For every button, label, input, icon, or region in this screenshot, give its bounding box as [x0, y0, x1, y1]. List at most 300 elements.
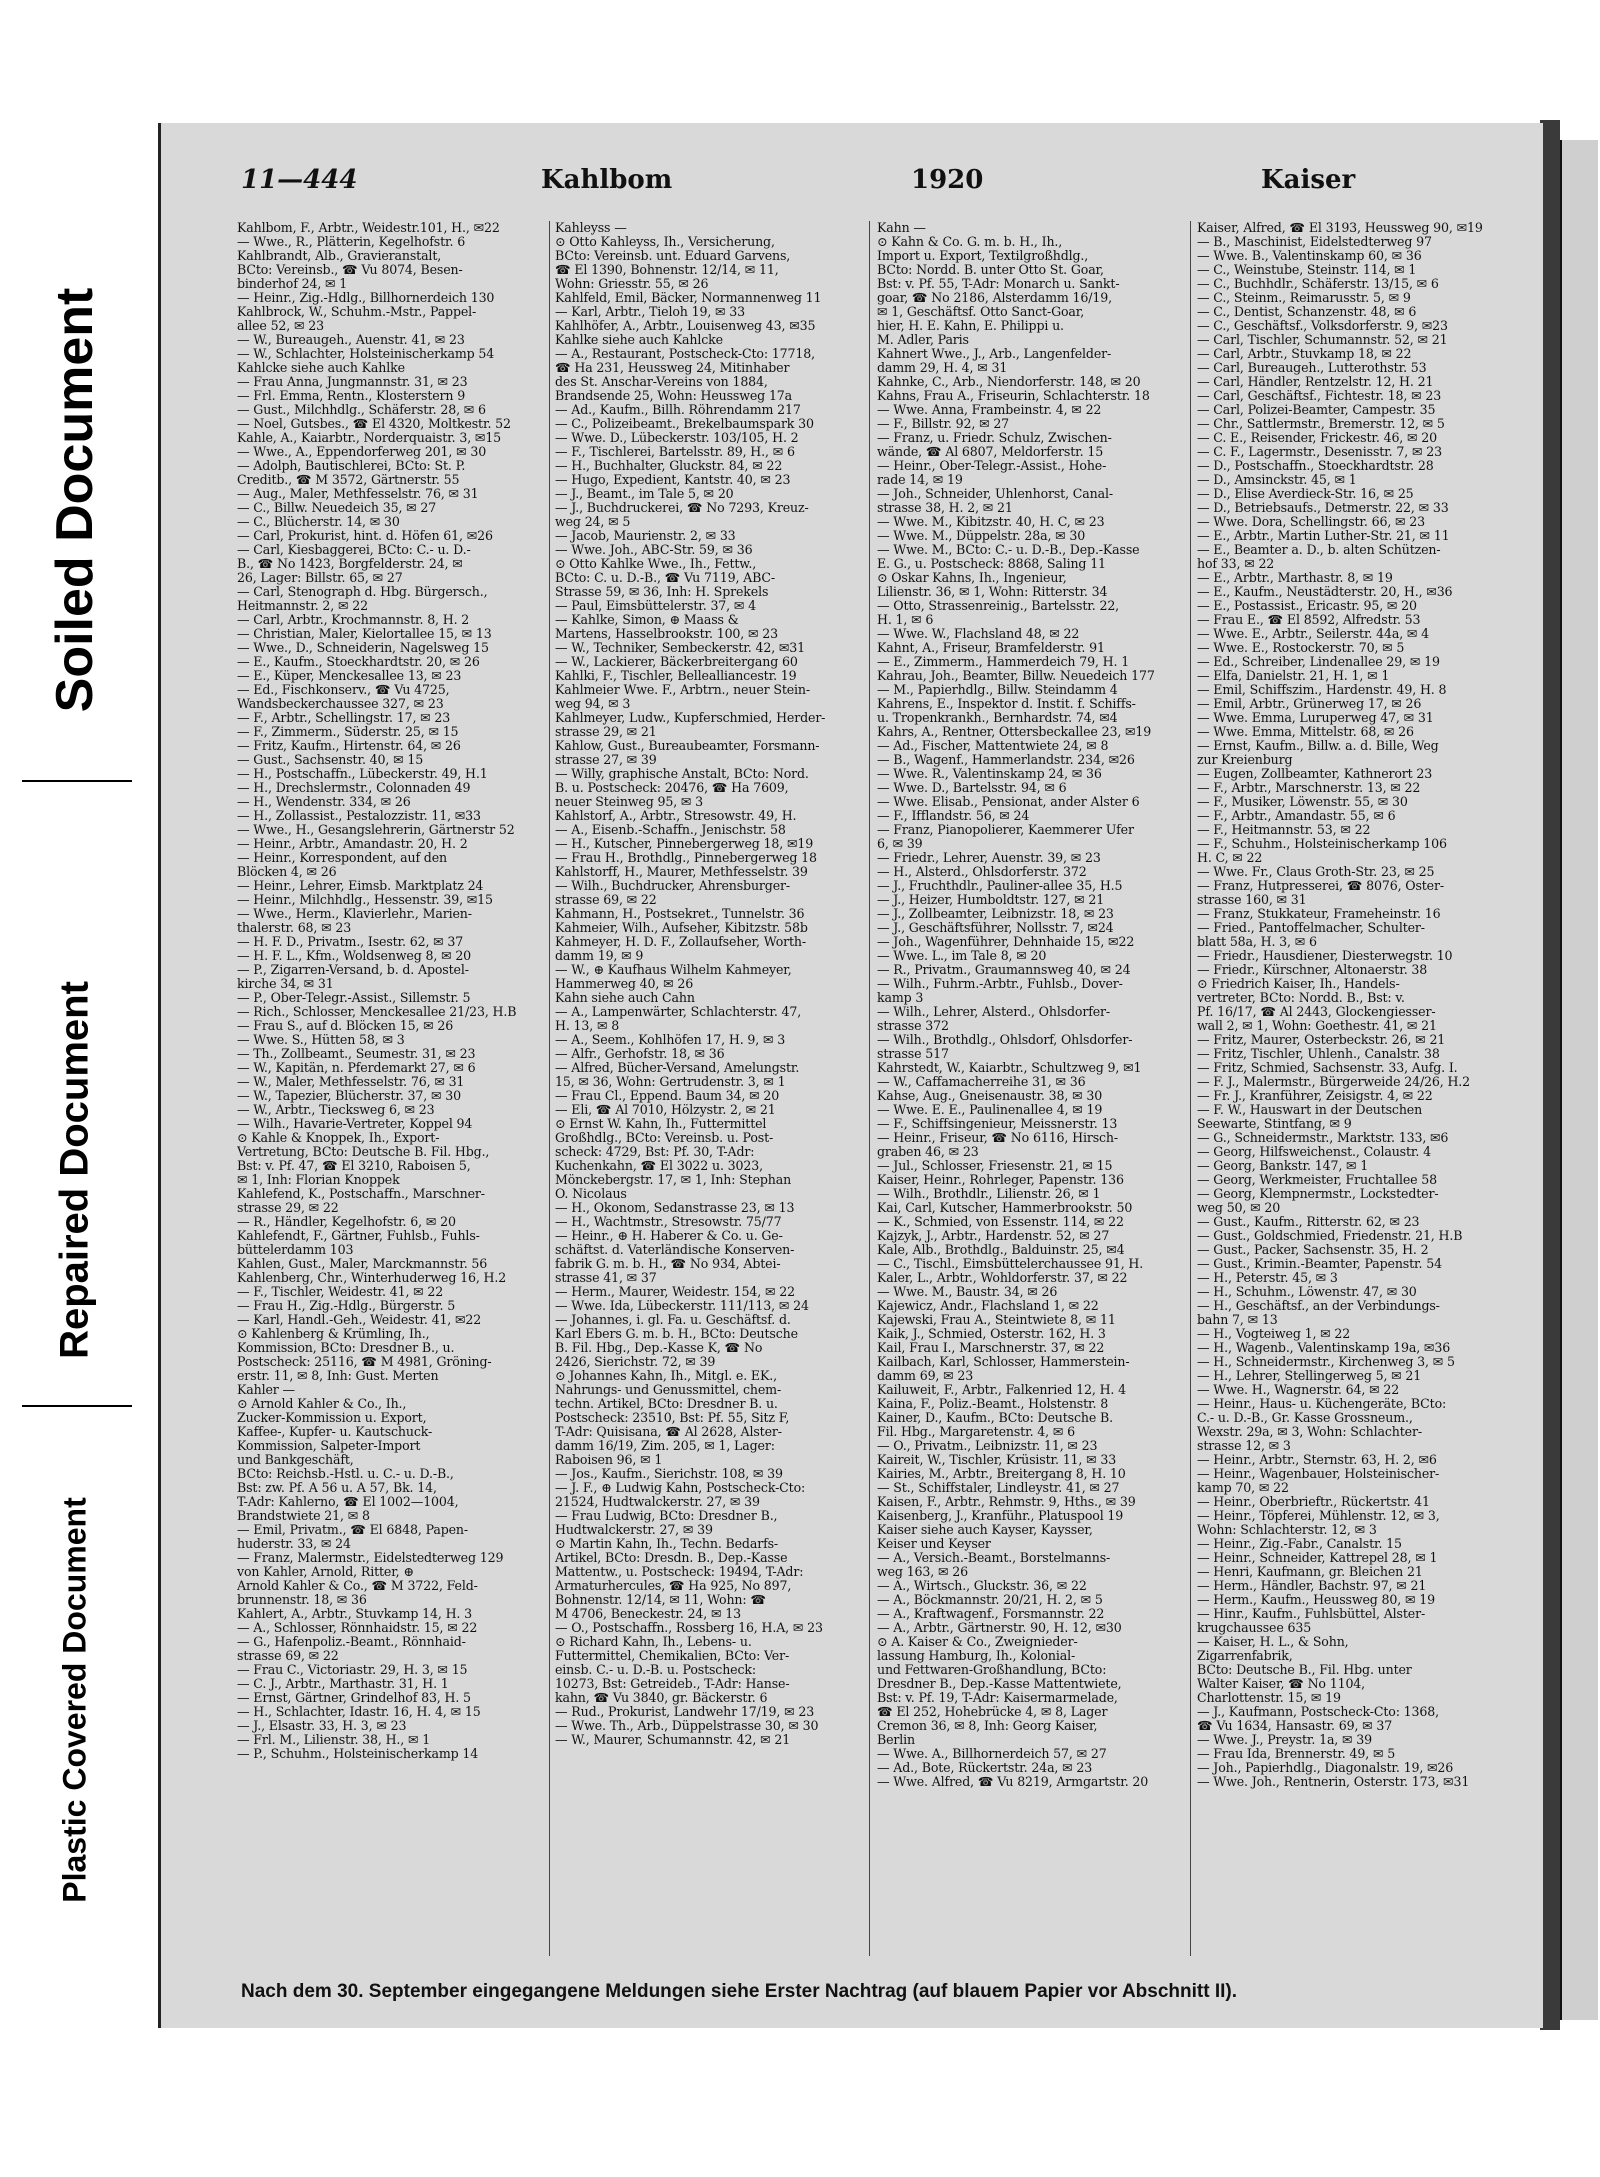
directory-entry: — W., Maurer, Schumannstr. 42, ✉ 21: [555, 1733, 791, 1747]
directory-entry: — F., Heitmannstr. 53, ✉ 22: [1197, 823, 1371, 837]
directory-entry: — Hinr., Kaufm., Fuhlsbüttel, Alster-: [1197, 1607, 1426, 1621]
directory-entry: — Th., Zollbeamt., Seumestr. 31, ✉ 23: [237, 1047, 476, 1061]
directory-entry: — E., Kaufm., Stoeckhardtstr. 20, ✉ 26: [237, 655, 480, 669]
directory-entry: — W., Schlachter, Holsteinischerkamp 54: [237, 347, 495, 361]
directory-entry: — Heinr., Korrespondent, auf den: [237, 851, 447, 865]
directory-entry: — M., Papierhdlg., Billw. Steindamm 4: [877, 683, 1118, 697]
directory-entry: — Carl, Geschäftsf., Fichtestr. 18, ✉ 23: [1197, 389, 1442, 403]
directory-entry: — Heinr., Arbtr., Sternstr. 63, H. 2, ✉6: [1197, 1453, 1437, 1467]
directory-entry: — Joh., Wagenführer, Dehnhaide 15, ✉22: [877, 935, 1135, 949]
first-entry-heading: Kahlbom: [541, 165, 673, 195]
column-rule: [1190, 221, 1191, 1956]
directory-entry: thalerstr. 68, ✉ 23: [237, 921, 352, 935]
directory-entry: — F., Tischlerei, Bartelsstr. 89, H., ✉ 6: [555, 445, 795, 459]
directory-entry: B., ☎ No 1423, Borgfelderstr. 24, ✉: [237, 557, 463, 571]
directory-entry: H. C, ✉ 22: [1197, 851, 1263, 865]
directory-entry: — E., Kaufm., Neustädterstr. 20, H., ✉36: [1197, 585, 1453, 599]
directory-entry: — H., Lehrer, Stellingerweg 5, ✉ 21: [1197, 1369, 1422, 1383]
directory-entry: — H., Kutscher, Pinnebergerweg 18, ✉19: [555, 837, 814, 851]
directory-entry: ⊙ Oskar Kahns, Ih., Ingenieur,: [877, 571, 1067, 585]
directory-entry: — Carl, Kiesbaggerei, BCto: C.- u. D.-: [237, 543, 471, 557]
directory-entry: ☎ El 1390, Bohnenstr. 12/14, ✉ 11,: [555, 263, 779, 277]
directory-entry: Armaturhercules, ☎ Ha 925, No 897,: [555, 1579, 792, 1593]
directory-entry: ⊙ A. Kaiser & Co., Zweignieder-: [877, 1635, 1078, 1649]
directory-entry: BCto: Vereinsb., ☎ Vu 8074, Besen-: [237, 263, 463, 277]
directory-entry: — W., ⊕ Kaufhaus Wilhelm Kahmeyer,: [555, 963, 792, 977]
directory-entry: — C., Buchhdlr., Schäferstr. 13/15, ✉ 6: [1197, 277, 1439, 291]
directory-entry: — A., Lampenwärter, Schlachterstr. 47,: [555, 1005, 802, 1019]
directory-entry: Brandstwiete 21, ✉ 8: [237, 1509, 370, 1523]
directory-entry: — A., Seem., Kohlhöfen 17, H. 9, ✉ 3: [555, 1033, 786, 1047]
directory-entry: — Fritz, Maurer, Osterbeckstr. 26, ✉ 21: [1197, 1033, 1446, 1047]
soiled-document-label: Soiled Document: [46, 287, 104, 713]
directory-entry: — E., Arbtr., Marthastr. 8, ✉ 19: [1197, 571, 1393, 585]
directory-entry: — Ernst, Gärtner, Grindelhof 83, H. 5: [237, 1691, 471, 1705]
directory-entry: Kahnke, C., Arb., Niendorferstr. 148, ✉ 20: [877, 375, 1141, 389]
directory-entry: — W., Techniker, Sembeckerstr. 42, ✉31: [555, 641, 806, 655]
directory-entry: Kaler, L., Arbtr., Wohldorferstr. 37, ✉ 22: [877, 1271, 1128, 1285]
directory-entry: — Heinr., Milchhdlg., Hessenstr. 39, ✉15: [237, 893, 493, 907]
directory-entry: — Otto, Strassenreinig., Bartelsstr. 22,: [877, 599, 1120, 613]
directory-entry: — Franz, u. Friedr. Schulz, Zwischen-: [877, 431, 1112, 445]
last-entry-heading: Kaiser: [1261, 165, 1356, 195]
directory-entry: Lilienstr. 36, ✉ 1, Wohn: Ritterstr. 34: [877, 585, 1108, 599]
directory-entry: — Frau H., Zig.-Hdlg., Bürgerstr. 5: [237, 1299, 456, 1313]
directory-entry: — Wwe. Ida, Lübeckerstr. 111/113, ✉ 24: [555, 1299, 809, 1313]
directory-entry: hof 33, ✉ 22: [1197, 557, 1275, 571]
directory-entry: — Ad., Bote, Rückertstr. 24a, ✉ 23: [877, 1761, 1093, 1775]
directory-entry: Kahlki, F., Tischler, Bellealliancestr. 19: [555, 669, 797, 683]
directory-entry: — H., Schneidermstr., Kirchenweg 3, ✉ 5: [1197, 1355, 1455, 1369]
directory-entry: weg 94, ✉ 3: [555, 697, 631, 711]
directory-entry: brunnenstr. 18, ✉ 36: [237, 1593, 367, 1607]
directory-entry: — Wwe. R., Valentinskamp 24, ✉ 36: [877, 767, 1102, 781]
directory-entry: — Wwe. Anna, Frambeinstr. 4, ✉ 22: [877, 403, 1102, 417]
directory-entry: — Wwe. Emma, Luruperweg 47, ✉ 31: [1197, 711, 1434, 725]
directory-entry: — Wwe. B., Valentinskamp 60, ✉ 36: [1197, 249, 1422, 263]
directory-entry: — F., Musiker, Löwenstr. 55, ✉ 30: [1197, 795, 1408, 809]
directory-entry: ⊙ Martin Kahn, Ih., Techn. Bedarfs-: [555, 1537, 779, 1551]
directory-entry: — Ernst, Kaufm., Billw. a. d. Bille, Weg: [1197, 739, 1439, 753]
directory-entry: — A., Restaurant, Postscheck-Cto: 17718,: [555, 347, 815, 361]
directory-entry: strasse 38, H. 2, ✉ 21: [877, 501, 1013, 515]
directory-entry: — Wwe. J., Preystr. 1a, ✉ 39: [1197, 1733, 1372, 1747]
directory-entry: — Joh., Papierhdlg., Diagonalstr. 19, ✉26: [1197, 1761, 1454, 1775]
directory-entry: — D., Postschaffn., Stoeckhardtstr. 28: [1197, 459, 1434, 473]
directory-entry: — D., Amsinckstr. 45, ✉ 1: [1197, 473, 1357, 487]
directory-entry: — Elfa, Danielstr. 21, H. 1, ✉ 1: [1197, 669, 1390, 683]
directory-entry: — D., Betriebsaufs., Detmerstr. 22, ✉ 33: [1197, 501, 1449, 515]
directory-entry: — Carl, Stenograph d. Hbg. Bürgersch.,: [237, 585, 488, 599]
directory-entry: — Kaiser, H. L., & Sohn,: [1197, 1635, 1349, 1649]
directory-entry: Kahse, Aug., Gneisenaustr. 38, ✉ 30: [877, 1089, 1103, 1103]
directory-entry: — Heinr., Schneider, Kattrepel 28, ✉ 1: [1197, 1551, 1438, 1565]
directory-entry: — Wilh., Buchdrucker, Ahrensburger-: [555, 879, 790, 893]
directory-entry: — Wwe. D., Lübeckerstr. 103/105, H. 2: [555, 431, 799, 445]
directory-entry: Kahlow, Gust., Bureaubeamter, Forsmann-: [555, 739, 820, 753]
directory-entry: — H., Peterstr. 45, ✉ 3: [1197, 1271, 1338, 1285]
directory-entry: Kahle, A., Kaiarbtr., Norderquaistr. 3, ✉15: [237, 431, 502, 445]
directory-entry: Zucker-Kommission u. Export,: [237, 1411, 427, 1425]
directory-entry: Wohn: Schlachterstr. 12, ✉ 3: [1197, 1523, 1377, 1537]
directory-entry: von Kahler, Arnold, Ritter, ⊕: [237, 1565, 414, 1579]
plastic-covered-document-label: Plastic Covered Document: [56, 1497, 93, 1903]
directory-entry: strasse 29, ✉ 21: [555, 725, 657, 739]
directory-entry: schäftst. d. Vaterländische Konserven-: [555, 1243, 795, 1257]
directory-entry: ⊙ Ernst W. Kahn, Ih., Futtermittel: [555, 1117, 767, 1131]
directory-entry: krugchaussee 635: [1197, 1621, 1312, 1635]
directory-entry: allee 52, ✉ 23: [237, 319, 324, 333]
directory-entry: strasse 41, ✉ 37: [555, 1271, 657, 1285]
directory-entry: wände, ☎ Al 6807, Meldorferstr. 15: [877, 445, 1104, 459]
directory-entry: ✉ 1, Inh: Florian Knoppek: [237, 1173, 400, 1187]
directory-entry: — Friedr., Lehrer, Auenstr. 39, ✉ 23: [877, 851, 1101, 865]
directory-entry: — H., Schuhm., Löwenstr. 47, ✉ 30: [1197, 1285, 1417, 1299]
directory-entry: — Wwe. A., Billhornerdeich 57, ✉ 27: [877, 1747, 1107, 1761]
directory-entry: Dresdner B., Dep.-Kasse Mattentwiete,: [877, 1677, 1122, 1691]
directory-entry: — P., Zigarren-Versand, b. d. Apostel-: [237, 963, 469, 977]
directory-entry: — F., Zimmerm., Süderstr. 25, ✉ 15: [237, 725, 459, 739]
directory-entry: — Emil, Privatm., ☎ El 6848, Papen-: [237, 1523, 468, 1537]
directory-entry: Charlottenstr. 15, ✉ 19: [1197, 1691, 1341, 1705]
directory-entry: Kahlmeier Wwe. F., Arbtrn., neuer Stein-: [555, 683, 810, 697]
directory-entry: — H. F. D., Privatm., Isestr. 62, ✉ 37: [237, 935, 464, 949]
directory-entry: Kahlefend, K., Postschaffn., Marschner-: [237, 1187, 485, 1201]
directory-entry: H. 1, ✉ 6: [877, 613, 934, 627]
directory-entry: — Frau C., Victoriastr. 29, H. 3, ✉ 15: [237, 1663, 468, 1677]
directory-entry: Kahler —: [237, 1383, 295, 1397]
directory-entry: Kainer, D., Kaufm., BCto: Deutsche B.: [877, 1411, 1113, 1425]
directory-entry: — Wwe. W., Flachsland 48, ✉ 22: [877, 627, 1080, 641]
directory-entry: — Alfr., Gerhofstr. 18, ✉ 36: [555, 1047, 725, 1061]
directory-entry: Heitmannstr. 2, ✉ 22: [237, 599, 368, 613]
directory-entry: Kahleyss —: [555, 221, 627, 235]
directory-entry: — Hugo, Expedient, Kantstr. 40, ✉ 23: [555, 473, 791, 487]
directory-entry: — C., Weinstube, Steinstr. 114, ✉ 1: [1197, 263, 1417, 277]
directory-entry: — Franz, Hutpresserei, ☎ 8076, Oster-: [1197, 879, 1444, 893]
directory-entry: Bohnenstr. 12/14, ✉ 11, Wohn: ☎: [555, 1593, 766, 1607]
directory-entry: Kahns, Frau A., Friseurin, Schlachterstr. 18: [877, 389, 1150, 403]
directory-entry: — H., Wendenstr. 334, ✉ 26: [237, 795, 411, 809]
directory-entry: Kahlke siehe auch Kahlcke: [555, 333, 723, 347]
directory-entry: — E., Küper, Menckesallee 13, ✉ 23: [237, 669, 462, 683]
directory-entry: Bst: v. Pf. 19, T-Adr: Kaisermarmelade,: [877, 1691, 1118, 1705]
directory-entry: — Gust., Sachsenstr. 40, ✉ 15: [237, 753, 424, 767]
directory-entry: Kaik, J., Schmied, Osterstr. 162, H. 3: [877, 1327, 1106, 1341]
directory-entry: M 4706, Beneckestr. 24, ✉ 13: [555, 1607, 741, 1621]
directory-entry: — Eugen, Zollbeamter, Kathnerort 23: [1197, 767, 1433, 781]
directory-entry: — Karl, Arbtr., Tieloh 19, ✉ 33: [555, 305, 746, 319]
directory-entry: — H., Drechslermstr., Colonnaden 49: [237, 781, 471, 795]
directory-entry: — Alfred, Bücher-Versand, Amelungstr.: [555, 1061, 800, 1075]
directory-entry: Kahlbom, F., Arbtr., Weidestr.101, H., ✉22: [237, 221, 500, 235]
directory-entry: kirche 34, ✉ 31: [237, 977, 334, 991]
directory-entry: strasse 517: [877, 1047, 949, 1061]
directory-entry: strasse 27, ✉ 39: [555, 753, 657, 767]
directory-entry: ⊙ Richard Kahn, Ih., Lebens- u.: [555, 1635, 752, 1649]
directory-entry: Großhdlg., BCto: Vereinsb. u. Post-: [555, 1131, 774, 1145]
directory-entry: — Frau S., auf d. Blöcken 15, ✉ 26: [237, 1019, 454, 1033]
directory-entry: Kahlstorff, H., Maurer, Methfesselstr. 39: [555, 865, 808, 879]
directory-entry: — Wwe. Joh., Rentnerin, Osterstr. 173, ✉31: [1197, 1775, 1470, 1789]
directory-entry: — Heinr., Töpferei, Mühlenstr. 12, ✉ 3,: [1197, 1509, 1440, 1523]
directory-entry: — Friedr., Kürschner, Altonaerstr. 38: [1197, 963, 1428, 977]
directory-entry: — F., Arbtr., Amandastr. 55, ✉ 6: [1197, 809, 1396, 823]
directory-entry: Arnold Kahler & Co., ☎ M 3722, Feld-: [237, 1579, 478, 1593]
directory-entry: — Wwe. Th., Arb., Düppelstrasse 30, ✉ 30: [555, 1719, 819, 1733]
directory-entry: und Fettwaren-Großhandlung, BCto:: [877, 1663, 1107, 1677]
directory-entry: ⊙ Otto Kahleyss, Ih., Versicherung,: [555, 235, 775, 249]
directory-entry: M. Adler, Paris: [877, 333, 969, 347]
directory-entry: Kahlmeyer, Ludw., Kupferschmied, Herder-: [555, 711, 826, 725]
directory-entry: — A., Versich.-Beamt., Borstelmanns-: [877, 1551, 1111, 1565]
directory-entry: — Karl, Handl.-Geh., Weidestr. 41, ✉22: [237, 1313, 482, 1327]
directory-entry: Karl Ebers G. m. b. H., BCto: Deutsche: [555, 1327, 798, 1341]
directory-entry: — Frau Anna, Jungmannstr. 31, ✉ 23: [237, 375, 468, 389]
directory-entry: H. 13, ✉ 8: [555, 1019, 620, 1033]
directory-entry: Kailuweit, F., Arbtr., Falkenried 12, H. 4: [877, 1383, 1126, 1397]
directory-entry: Wohn: Griesstr. 55, ✉ 26: [555, 277, 709, 291]
directory-entry: B. Fil. Hbg., Dep.-Kasse K, ☎ No: [555, 1341, 763, 1355]
directory-entry: — Gust., Goldschmied, Friedenstr. 21, H.B: [1197, 1229, 1463, 1243]
directory-entry: — Heinr., Wagenbauer, Holsteinischer-: [1197, 1467, 1440, 1481]
directory-entry: Kahmeyer, H. D. F., Zollaufseher, Worth-: [555, 935, 806, 949]
directory-entry: Brandsende 25, Wohn: Heussweg 17a: [555, 389, 793, 403]
directory-entry: T-Adr: Quisisana, ☎ Al 2628, Alster-: [555, 1425, 782, 1439]
directory-entry: — H., Vogteiweg 1, ✉ 22: [1197, 1327, 1351, 1341]
directory-entry: Kahrstedt, W., Kaiarbtr., Schultzweg 9, ✉1: [877, 1061, 1142, 1075]
directory-entry: — Franz, Pianopolierer, Kaemmerer Ufer: [877, 823, 1134, 837]
directory-entry: — J., Beamt., im Tale 5, ✉ 20: [555, 487, 734, 501]
directory-entry: — C., Billw. Neuedeich 35, ✉ 27: [237, 501, 437, 515]
directory-entry: — P., Schuhm., Holsteinischerkamp 14: [237, 1747, 479, 1761]
directory-entry: B. u. Postscheck: 20476, ☎ Ha 7609,: [555, 781, 789, 795]
directory-entry: zur Kreienburg: [1197, 753, 1293, 767]
directory-entry: strasse 69, ✉ 22: [237, 1649, 339, 1663]
directory-entry: — F., Schuhm., Holsteinischerkamp 106: [1197, 837, 1447, 851]
directory-entry: — Frau Ida, Brennerstr. 49, ✉ 5: [1197, 1747, 1396, 1761]
directory-entry: — Jacob, Maurienstr. 2, ✉ 33: [555, 529, 736, 543]
directory-entry: — Georg, Bankstr. 147, ✉ 1: [1197, 1159, 1369, 1173]
directory-entry: — Wilh., Havarie-Vertreter, Koppel 94: [237, 1117, 473, 1131]
directory-entry: — F., Arbtr., Schellingstr. 17, ✉ 23: [237, 711, 451, 725]
directory-entry: — Carl, Händler, Rentzelstr. 12, H. 21: [1197, 375, 1434, 389]
directory-entry: einsb. C.- u. D.-B. u. Postscheck:: [555, 1663, 756, 1677]
directory-entry: — Wwe. D., Bartelsstr. 94, ✉ 6: [877, 781, 1067, 795]
directory-entry: scheck: 4729, Bst: Pf. 30, T-Adr:: [555, 1145, 755, 1159]
directory-entry: des St. Anschar-Vereins von 1884,: [555, 375, 768, 389]
directory-entry: strasse 29, ✉ 22: [237, 1201, 339, 1215]
directory-entry: Keiser und Keyser: [877, 1537, 991, 1551]
directory-entry: — E., Beamter a. D., b. alten Schützen-: [1197, 543, 1441, 557]
directory-entry: — Carl, Tischler, Schumannstr. 52, ✉ 21: [1197, 333, 1448, 347]
directory-entry: neuer Steinweg 95, ✉ 3: [555, 795, 704, 809]
directory-entry: Bst: v. Pf. 55, T-Adr: Monarch u. Sankt-: [877, 277, 1120, 291]
facing-page-edge: [1560, 140, 1598, 2020]
directory-entry: Kahrau, Joh., Beamter, Billw. Neuedeich 177: [877, 669, 1155, 683]
directory-entry: Kahlhöfer, A., Arbtr., Louisenweg 43, ✉35: [555, 319, 816, 333]
directory-entry: — C., Dentist, Schanzenstr. 48, ✉ 6: [1197, 305, 1417, 319]
directory-entry: — Gust., Milchhdlg., Schäferstr. 28, ✉ 6: [237, 403, 486, 417]
directory-entry: — Emil, Arbtr., Grünerweg 17, ✉ 26: [1197, 697, 1422, 711]
directory-entry: büttelerdamm 103: [237, 1243, 354, 1257]
directory-entry: — Kahlke, Simon, ⊕ Maass &: [555, 613, 739, 627]
directory-entry: strasse 160, ✉ 31: [1197, 893, 1307, 907]
directory-entry: — Heinr., Zig.-Fabr., Canalstr. 15: [1197, 1537, 1402, 1551]
directory-entry: — Wwe. M., Düppelstr. 28a, ✉ 30: [877, 529, 1086, 543]
directory-entry: damm 19, ✉ 9: [555, 949, 644, 963]
directory-entry: erstr. 11, ✉ 8, Inh: Gust. Merten: [237, 1369, 439, 1383]
directory-entry: — Wwe. M., Kibitzstr. 40, H. C, ✉ 23: [877, 515, 1105, 529]
directory-entry: Kahlert, A., Arbtr., Stuvkamp 14, H. 3: [237, 1607, 472, 1621]
directory-entry: — Carl, Bureaugeh., Lutterothstr. 53: [1197, 361, 1427, 375]
directory-entry: BCto: Nordd. B. unter Otto St. Goar,: [877, 263, 1104, 277]
directory-entry: — St., Schiffstaler, Lindleystr. 41, ✉ 27: [877, 1481, 1120, 1495]
directory-entry: — Georg, Hilfsweichenst., Colaustr. 4: [1197, 1145, 1431, 1159]
directory-entry: — Wwe. H., Wagnerstr. 64, ✉ 22: [1197, 1383, 1400, 1397]
directory-entry: O. Nicolaus: [555, 1187, 627, 1201]
directory-entry: Kahlbrandt, Alb., Gravieranstalt,: [237, 249, 442, 263]
directory-entry: 21524, Hudtwalckerstr. 27, ✉ 39: [555, 1495, 760, 1509]
directory-entry: — O., Postschaffn., Rossberg 16, H.A, ✉ 23: [555, 1621, 823, 1635]
directory-entry: — H., Geschäftsf., an der Verbindungs-: [1197, 1299, 1440, 1313]
directory-entry: — Franz, Malermstr., Eidelstedterweg 129: [237, 1551, 504, 1565]
directory-entry: — A., Böckmannstr. 20/21, H. 2, ✉ 5: [877, 1593, 1103, 1607]
directory-entry: — G., Hafenpoliz.-Beamt., Rönnhaid-: [237, 1635, 466, 1649]
directory-entry: Kahlenberg, Chr., Winterhuderweg 16, H.2: [237, 1271, 507, 1285]
directory-entry: — Ad., Kaufm., Billh. Röhrendamm 217: [555, 403, 801, 417]
directory-entry: — Frl. Emma, Rentn., Klosterstern 9: [237, 389, 466, 403]
directory-entry: — W., Lackierer, Bäckerbreitergang 60: [555, 655, 798, 669]
directory-entry: — H., Wachtmstr., Stresowstr. 75/77: [555, 1215, 782, 1229]
directory-entry: — Wwe. Alfred, ☎ Vu 8219, Armgartstr. 20: [877, 1775, 1149, 1789]
directory-entry: — Wwe., A., Eppendorferweg 201, ✉ 30: [237, 445, 487, 459]
directory-entry: ☎ Vu 1634, Hansastr. 69, ✉ 37: [1197, 1719, 1393, 1733]
directory-entry: — Georg, Klempnermstr., Lockstedter-: [1197, 1187, 1439, 1201]
directory-entry: — Fritz, Schmied, Sachsenstr. 33, Aufg. I.: [1197, 1061, 1458, 1075]
directory-entry: Hammerweg 40, ✉ 26: [555, 977, 694, 991]
directory-entry: weg 24, ✉ 5: [555, 515, 631, 529]
directory-entry: ✉ 1, Geschäftsf. Otto Sanct-Goar,: [877, 305, 1085, 319]
directory-entry: — Carl, Prokurist, hint. d. Höfen 61, ✉26: [237, 529, 493, 543]
directory-entry: Kajewski, Frau A., Steintwiete 8, ✉ 11: [877, 1313, 1116, 1327]
directory-entry: huderstr. 33, ✉ 24: [237, 1537, 351, 1551]
directory-entry: Kahmann, H., Postsekret., Tunnelstr. 36: [555, 907, 805, 921]
directory-entry: — H., Alsterd., Ohlsdorferstr. 372: [877, 865, 1087, 879]
directory-entry: — Wwe. S., Hütten 58, ✉ 3: [237, 1033, 405, 1047]
directory-entry: Kaireit, W., Tischler, Krüsistr. 11, ✉ 33: [877, 1453, 1117, 1467]
directory-entry: strasse 69, ✉ 22: [555, 893, 657, 907]
directory-entry: — G., Schneidermstr., Marktstr. 133, ✉6: [1197, 1131, 1449, 1145]
directory-entry: strasse 372: [877, 1019, 949, 1033]
directory-entry: — C. J., Arbtr., Marthastr. 31, H. 1: [237, 1677, 449, 1691]
directory-entry: C.- u. D.-B., Gr. Kasse Grossneum.,: [1197, 1411, 1413, 1425]
document-condition-labels: [0, 0, 150, 2177]
directory-entry: — P., Ober-Telegr.-Assist., Sillemstr. 5: [237, 991, 471, 1005]
directory-entry: Pf. 16/17, ☎ Al 2443, Glockengiesser-: [1197, 1005, 1436, 1019]
directory-entry: — Carl, Arbtr., Stuvkamp 18, ✉ 22: [1197, 347, 1412, 361]
directory-entry: Import u. Export, Textilgroßhdlg.,: [877, 249, 1089, 263]
directory-entry: — Joh., Schneider, Uhlenhorst, Canal-: [877, 487, 1113, 501]
directory-entry: T-Adr: Kahlerno, ☎ El 1002—1004,: [237, 1495, 459, 1509]
page-shadow: [1540, 120, 1560, 2030]
directory-entry: — Eli, ☎ Al 7010, Hölzystr. 2, ✉ 21: [555, 1103, 776, 1117]
directory-entry: — Gust., Packer, Sachsenstr. 35, H. 2: [1197, 1243, 1429, 1257]
directory-entry: — W., Maler, Methfesselstr. 76, ✉ 31: [237, 1075, 465, 1089]
directory-entry: Kommission, BCto: Dresdner B., u.: [237, 1341, 455, 1355]
supplement-notice: Nach dem 30. September eingegangene Meldungen siehe Erster Nachtrag (auf blauem Papier vor Abschnitt II).: [241, 1981, 1237, 2002]
directory-entry: — C., Blücherstr. 14, ✉ 30: [237, 515, 400, 529]
page-number: 11—444: [241, 165, 358, 195]
directory-entry: Seewarte, Stintfang, ✉ 9: [1197, 1117, 1352, 1131]
directory-entry: — Noel, Gutsbes., ☎ El 4320, Moltkestr. 52: [237, 417, 511, 431]
directory-entry: — Wwe., D., Schneiderin, Nagelsweg 15: [237, 641, 489, 655]
directory-entry: BCto: Deutsche B., Fil. Hbg. unter: [1197, 1663, 1412, 1677]
directory-entry: Kuchenkahn, ☎ El 3022 u. 3023,: [555, 1159, 763, 1173]
directory-entry: — H., Zollassist., Pestalozzistr. 11, ✉33: [237, 809, 481, 823]
directory-entry: damm 69, ✉ 23: [877, 1369, 974, 1383]
label-divider: [22, 1405, 132, 1407]
directory-column-4: [1197, 221, 1507, 1956]
directory-entry: — C. F., Lagermstr., Desenisstr. 7, ✉ 23: [1197, 445, 1442, 459]
directory-entry: — Wwe., H., Gesangslehrerin, Gärtnerstr 52: [237, 823, 515, 837]
directory-entry: — F., Ifflandstr. 56, ✉ 24: [877, 809, 1030, 823]
directory-entry: — Rud., Prokurist, Landwehr 17/19, ✉ 23: [555, 1705, 815, 1719]
directory-entry: — Christian, Maler, Kielortallee 15, ✉ 13: [237, 627, 492, 641]
directory-entry: — Wilh., Fuhrm.-Arbtr., Fuhlsb., Dover-: [877, 977, 1123, 991]
directory-entry: ☎ El 252, Hohebrücke 4, ✉ 8, Lager: [877, 1705, 1108, 1719]
directory-entry: Kajzyk, J., Arbtr., Hardenstr. 52, ✉ 27: [877, 1229, 1110, 1243]
directory-entry: 2426, Sierichstr. 72, ✉ 39: [555, 1355, 716, 1369]
directory-entry: weg 50, ✉ 20: [1197, 1201, 1281, 1215]
directory-entry: — Heinr., Friseur, ☎ No 6116, Hirsch-: [877, 1131, 1118, 1145]
directory-entry: Kahlefendt, F., Gärtner, Fuhlsb., Fuhls-: [237, 1229, 480, 1243]
directory-entry: — A., Schlosser, Rönnhaidstr. 15, ✉ 22: [237, 1621, 478, 1635]
directory-entry: — Adolph, Bautischlerei, BCto: St. P.: [237, 459, 466, 473]
directory-entry: — Carl, Arbtr., Krochmannstr. 8, H. 2: [237, 613, 470, 627]
directory-entry: Kailbach, Karl, Schlosser, Hammerstein-: [877, 1355, 1130, 1369]
directory-entry: Kahlfeld, Emil, Bäcker, Normannenweg 11: [555, 291, 822, 305]
directory-entry: — Frau Ludwig, BCto: Dresdner B.,: [555, 1509, 778, 1523]
directory-entry: — Wilh., Brothdlg., Ohlsdorf, Ohlsdorfer-: [877, 1033, 1133, 1047]
directory-entry: — Frau H., Brothdlg., Pinnebergerweg 18: [555, 851, 817, 865]
directory-entry: — Heinr., Lehrer, Eimsb. Marktplatz 24: [237, 879, 484, 893]
running-head: [241, 165, 1503, 199]
directory-entry: — Wwe. Joh., ABC-Str. 59, ✉ 36: [555, 543, 753, 557]
directory-entry: Berlin: [877, 1733, 915, 1747]
directory-entry: — Jul., Schlosser, Friesenstr. 21, ✉ 15: [877, 1159, 1113, 1173]
directory-entry: — Fritz, Kaufm., Hirtenstr. 64, ✉ 26: [237, 739, 461, 753]
directory-entry: — Wwe., Herm., Klavierlehr., Marien-: [237, 907, 472, 921]
directory-entry: — W., Kapitän, n. Pferdemarkt 27, ✉ 6: [237, 1061, 476, 1075]
directory-entry: 26, Lager: Billstr. 65, ✉ 27: [237, 571, 403, 585]
directory-entry: — W., Bureaugeh., Auenstr. 41, ✉ 23: [237, 333, 465, 347]
directory-entry: ⊙ Otto Kahlke Wwe., Ih., Fettw.,: [555, 557, 757, 571]
directory-entry: — Gust., Krimin.-Beamter, Papenstr. 54: [1197, 1257, 1442, 1271]
directory-entry: — F., Tischler, Weidestr. 41, ✉ 22: [237, 1285, 444, 1299]
directory-entry: — C., Tischl., Eimsbüttelerchaussee 91, H.: [877, 1257, 1144, 1271]
directory-entry: Kahn —: [877, 221, 926, 235]
directory-entry: — H., Wagenb., Valentinskamp 19a, ✉36: [1197, 1341, 1451, 1355]
directory-entry: Postscheck: 23510, Bst: Pf. 55, Sitz F,: [555, 1411, 790, 1425]
directory-entry: ⊙ Kahle & Knoppek, Ih., Export-: [237, 1131, 440, 1145]
directory-entry: — Wilh., Lehrer, Alsterd., Ohlsdorfer-: [877, 1005, 1111, 1019]
directory-entry: — Carl, Polizei-Beamter, Campestr. 35: [1197, 403, 1436, 417]
directory-entry: — Chr., Sattlermstr., Bremerstr. 12, ✉ 5: [1197, 417, 1445, 431]
directory-entry: — Aug., Maler, Methfesselstr. 76, ✉ 31: [237, 487, 479, 501]
directory-entry: — W., Arbtr., Tiecksweg 6, ✉ 23: [237, 1103, 435, 1117]
directory-entry: kamp 3: [877, 991, 924, 1005]
